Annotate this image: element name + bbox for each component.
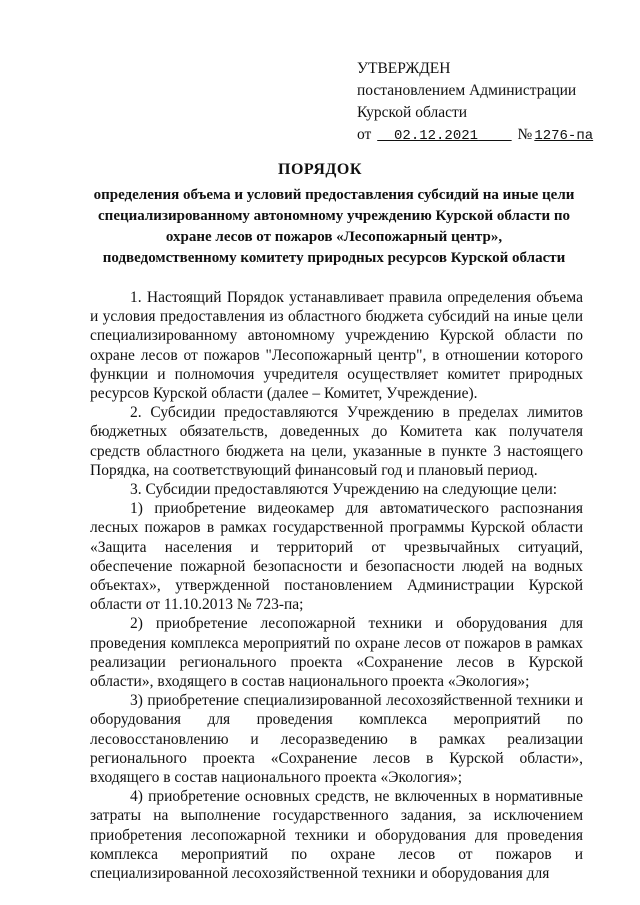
paragraph: 1. Настоящий Порядок устанавливает правила определения объема и условия предоставления из областного бюджета субсидий на иные цели специализированному автономному учреждению Курской области по охране лесов от пожаров "Лесопожарный центр", в отношении которого функции и полномочия учредителя осуществляет комитет природных ресурсов Курской области (далее – Комитет, Учреждение). [90,289,583,403]
paragraph: 2. Субсидии предоставляются Учреждению в пределах лимитов бюджетных обязательств, доведенных до Комитета как получателя средств областного бюджета на цели, указанные в пункте 3 настоящего Порядка, на соответствующий финансовый год и плановый период. [90,404,583,479]
approval-title: УТВЕРЖДЕН [357,60,451,77]
subtitle-line: охране лесов от пожаров «Лесопожарный центр», [165,229,503,245]
subtitle-line: подведомственному комитету природных ресурсов Курской области [102,250,566,266]
paragraph: 1) приобретение видеокамер для автоматического распознания лесных пожаров в рамках государственной программы Курской области «Защита населения и территорий от чрезвычайных ситуаций, обеспечение пожарной безопасности и безопасности людей на водных объектах», утвержденной постановлением Администрации Курской области от 11.10.2013 № 723-па; [90,500,583,614]
document-subtitle [86,185,582,269]
approval-date [375,128,513,144]
approval-date-value: 02.12.2021 [394,128,479,144]
approval-block [357,58,595,147]
subtitle-line: специализированному автономному учреждению Курской области по [98,208,570,224]
document-title: ПОРЯДОК [278,161,362,178]
approval-number-label: № [517,126,533,143]
paragraph: 4) приобретение основных средств, не включенных в нормативные затраты на выполнение государственного задания, за исключением приобретения лесопожарной техники и оборудования для проведения комплекса мероприятий по охране лесов от пожаров и специализированной лесохозяйственной техники и оборудования для [90,788,583,883]
approval-authority: постановлением Администрации [357,82,577,99]
subtitle-line: определения объема и условий предоставления субсидий на иные цели [93,187,575,203]
approval-date-line [357,124,595,147]
approval-from-label: от [357,126,372,143]
document-body [90,288,583,883]
paragraph: 3) приобретение специализированной лесохозяйственной техники и оборудования для проведения комплекса мероприятий по лесовосстановлению и лесоразведению в рамках реализации регионального проекта «Сохранение лесов в Курской области», входящего в состав национального проекта «Экология»; [90,692,583,787]
approval-number: 1276-па [534,128,594,144]
paragraph: 3. Субсидии предоставляются Учреждению на следующие цели: [130,481,558,499]
paragraph: 2) приобретение лесопожарной техники и оборудования для проведения комплекса мероприятий по охране лесов от пожаров в рамках реализации регионального проекта «Сохранение лесов в Курской области», входящего в состав национального проекта «Экология»; [90,615,583,691]
approval-region: Курской области [357,104,468,121]
